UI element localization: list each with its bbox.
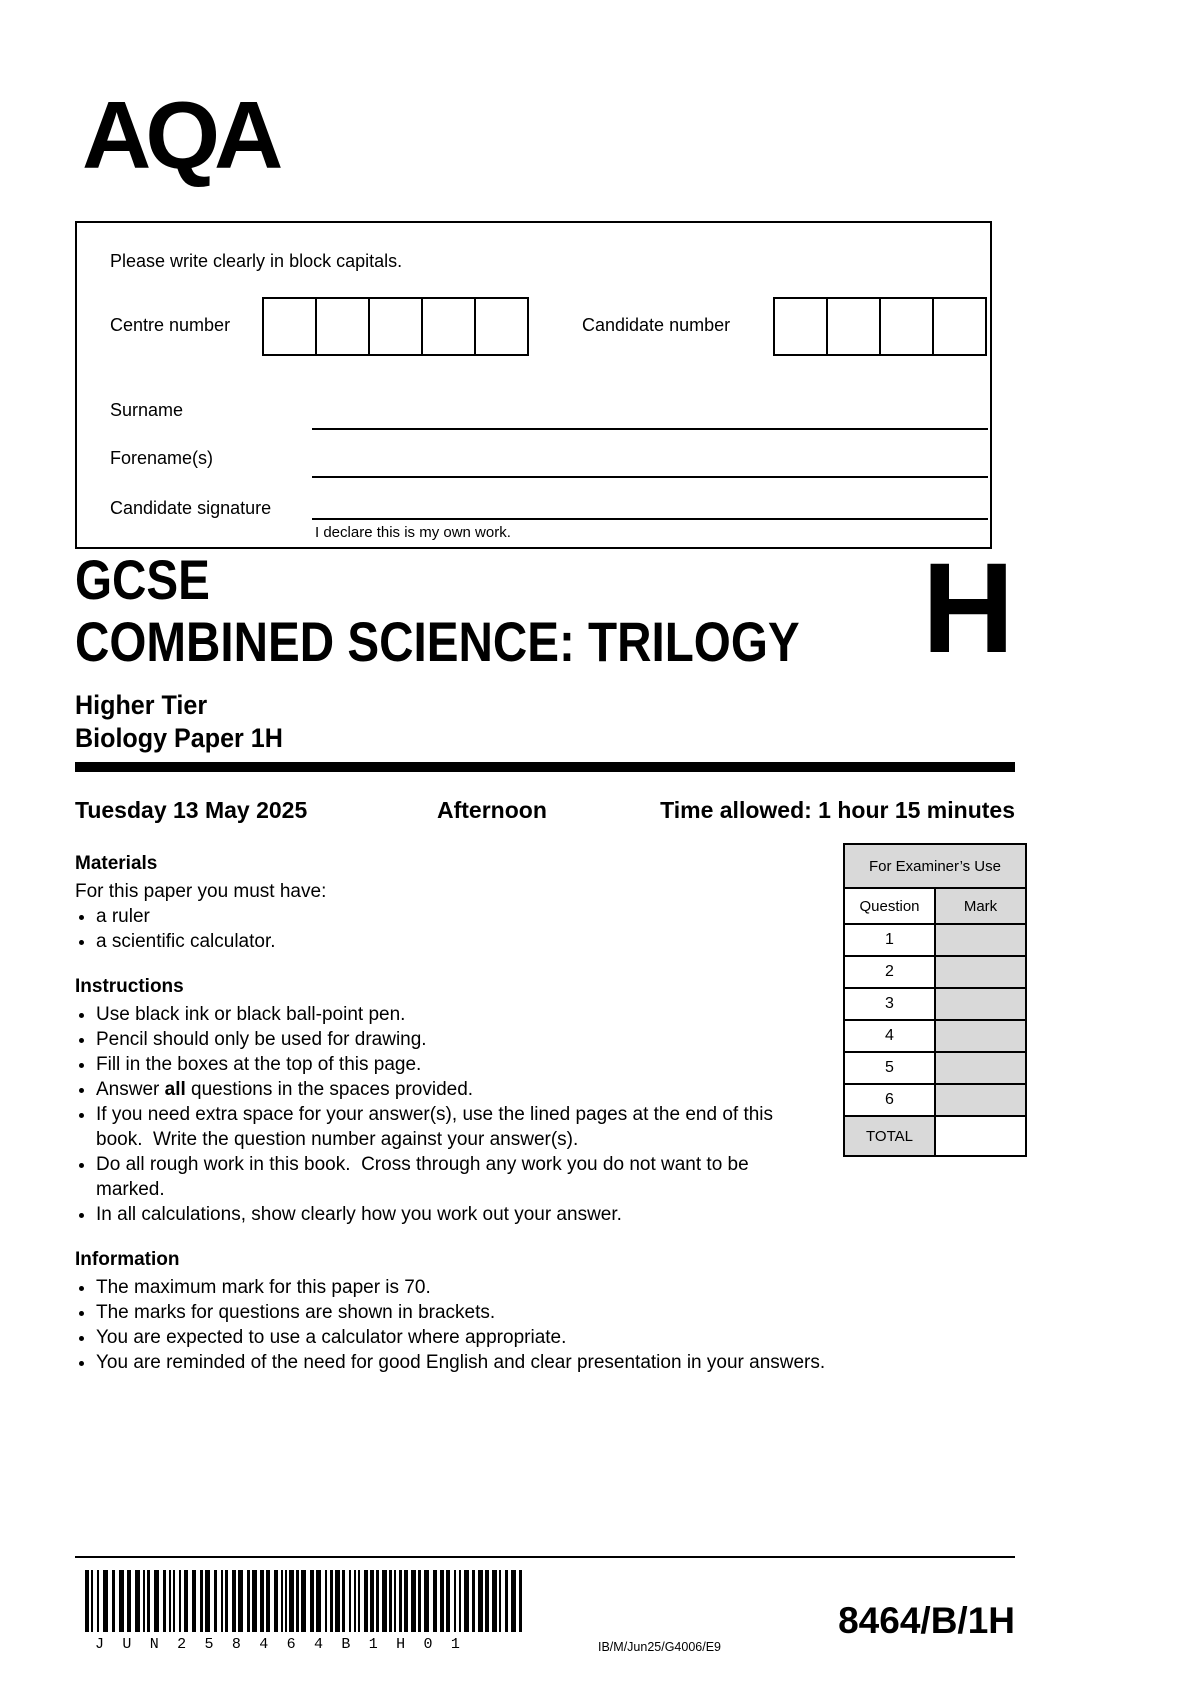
barcode [85, 1570, 525, 1632]
number-entry-cell[interactable] [773, 297, 828, 356]
mark-cell [935, 924, 1026, 956]
mark-cell [935, 1084, 1026, 1116]
total-mark-cell [935, 1116, 1026, 1156]
list-item: • a ruler [96, 904, 812, 929]
question-number-cell: 5 [844, 1052, 935, 1084]
barcode-char: 0 [423, 1636, 433, 1653]
barcode-char: 2 [177, 1636, 187, 1653]
aqa-logo: AQA [82, 82, 278, 189]
examiner-use-table [843, 843, 1027, 1157]
number-entry-cell[interactable] [474, 297, 529, 356]
declaration-text: I declare this is my own work. [315, 524, 511, 541]
instructions-heading: Instructions [75, 976, 184, 997]
examiner-table-row [844, 956, 1026, 988]
list-item: • The marks for questions are shown in brackets. [96, 1300, 976, 1325]
list-item: • Pencil should only be used for drawing. [96, 1027, 812, 1052]
materials-heading: Materials [75, 853, 158, 874]
barcode-bars [85, 1570, 525, 1632]
forenames-label: Forename(s) [110, 448, 214, 468]
paper-code: 8464/B/1H [838, 1600, 1015, 1641]
session-row [75, 797, 1015, 823]
question-number-cell: 6 [844, 1084, 935, 1116]
mark-cell [935, 1052, 1026, 1084]
list-item: • You are reminded of the need for good English and clear presentation in your answers. [96, 1350, 976, 1375]
number-entry-cell[interactable] [879, 297, 934, 356]
barcode-char: 4 [259, 1636, 269, 1653]
list-item: • Do all rough work in this book. Cross through any work you do not want to be marked. [96, 1152, 812, 1202]
information-list [75, 1275, 976, 1375]
block-capitals-instruction: Please write clearly in block capitals. [110, 251, 403, 271]
examiner-table-row [844, 1084, 1026, 1116]
exam-date: Tuesday 13 May 2025 [75, 797, 308, 823]
paper-label: Biology Paper 1H [75, 723, 283, 753]
list-item: • The maximum mark for this paper is 70. [96, 1275, 976, 1300]
instructions-list [75, 1002, 812, 1227]
tier-label: Higher Tier [75, 690, 208, 720]
barcode-text [95, 1636, 460, 1653]
footer-rule [75, 1556, 1015, 1558]
time-allowed: Time allowed: 1 hour 15 minutes [660, 797, 1015, 823]
list-item: • Answer all questions in the spaces provided. [96, 1077, 812, 1102]
list-item: • You are expected to use a calculator where appropriate. [96, 1325, 976, 1350]
barcode-char: N [149, 1636, 159, 1653]
examiner-table-title: For Examiner’s Use [844, 844, 1026, 888]
barcode-char: 6 [286, 1636, 296, 1653]
materials-list [75, 904, 812, 954]
centre-number-input[interactable] [262, 297, 529, 356]
barcode-char: H [396, 1636, 406, 1653]
question-number-cell: 3 [844, 988, 935, 1020]
total-label: TOTAL [844, 1116, 935, 1156]
information-heading: Information [75, 1249, 180, 1270]
surname-label: Surname [110, 400, 184, 420]
qualification-title: GCSE [75, 548, 210, 611]
subject-title: COMBINED SCIENCE: TRILOGY [75, 610, 800, 673]
candidate-details-box [75, 221, 992, 549]
examiner-table-row [844, 924, 1026, 956]
mark-cell [935, 988, 1026, 1020]
number-entry-cell[interactable] [262, 297, 317, 356]
number-entry-cell[interactable] [368, 297, 423, 356]
forenames-input[interactable] [312, 476, 988, 478]
barcode-char: 5 [204, 1636, 214, 1653]
list-item: • Use black ink or black ball-point pen. [96, 1002, 812, 1027]
barcode-char: 8 [231, 1636, 241, 1653]
question-number-cell: 4 [844, 1020, 935, 1052]
number-entry-cell[interactable] [315, 297, 370, 356]
barcode-char: B [341, 1636, 351, 1653]
examiner-table-row [844, 1052, 1026, 1084]
print-code: IB/M/Jun25/G4006/E9 [598, 1640, 721, 1654]
examiner-table-row [844, 1020, 1026, 1052]
surname-input[interactable] [312, 428, 988, 430]
mark-column-header: Mark [935, 888, 1026, 924]
title-rule [75, 762, 1015, 772]
mark-cell [935, 956, 1026, 988]
examiner-table-row [844, 988, 1026, 1020]
centre-number-label: Centre number [110, 315, 231, 335]
candidate-signature-input[interactable] [312, 518, 988, 520]
list-item: • a scientific calculator. [96, 929, 812, 954]
candidate-number-label: Candidate number [582, 315, 731, 335]
question-number-cell: 2 [844, 956, 935, 988]
barcode-char: J [95, 1636, 105, 1653]
question-number-cell: 1 [844, 924, 935, 956]
cover-notes-column [75, 852, 826, 1375]
number-entry-cell[interactable] [932, 297, 987, 356]
number-entry-cell[interactable] [421, 297, 476, 356]
barcode-char: U [122, 1636, 132, 1653]
candidate-signature-label: Candidate signature [110, 498, 272, 518]
tier-letter: H [922, 537, 1015, 680]
list-item: • In all calculations, show clearly how you work out your answer. [96, 1202, 812, 1227]
barcode-char: 1 [368, 1636, 378, 1653]
materials-intro: For this paper you must have: [75, 881, 327, 902]
list-item: • Fill in the boxes at the top of this page. [96, 1052, 812, 1077]
mark-cell [935, 1020, 1026, 1052]
candidate-number-input[interactable] [773, 297, 987, 356]
barcode-char: 1 [450, 1636, 460, 1653]
exam-session: Afternoon [437, 797, 547, 823]
number-entry-cell[interactable] [826, 297, 881, 356]
barcode-char: 4 [314, 1636, 324, 1653]
list-item: • If you need extra space for your answer(s), use the lined pages at the end of this book. Write the question number against your answer(s). [96, 1102, 812, 1152]
question-column-header: Question [844, 888, 935, 924]
